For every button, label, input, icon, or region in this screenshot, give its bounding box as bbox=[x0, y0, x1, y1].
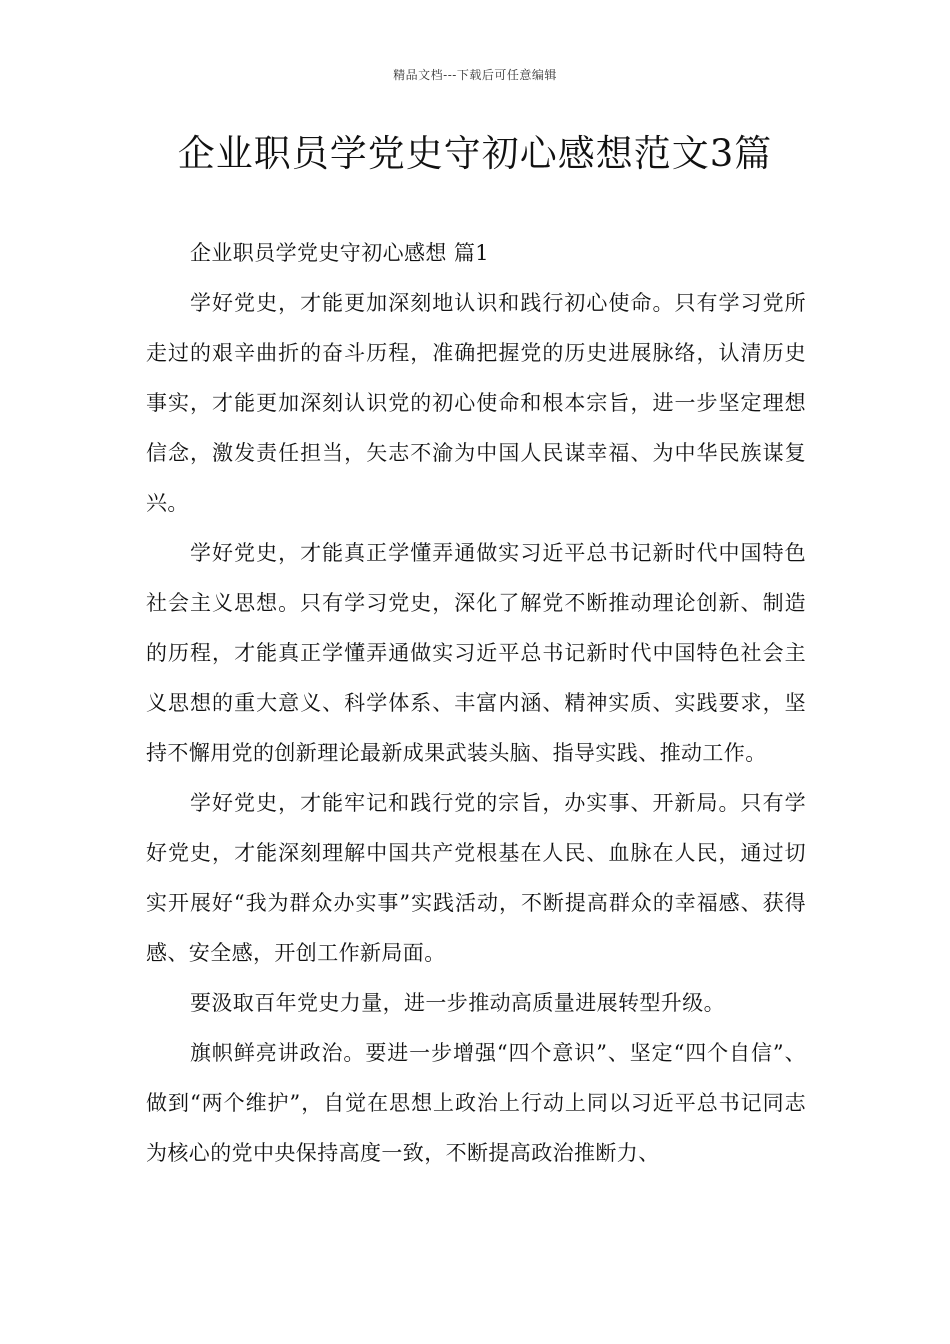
paragraph: 学好党史，才能真正学懂弄通做实习近平总书记新时代中国特色社会主义思想。只有学习党史，深化了解党不断推动理论创新、制造的历程，才能真正学懂弄通做实习近平总书记新时代中国特色社会主义思想的重大意义、科学体系、丰富内涵、精神实质、实践要求，坚持不懈用党的创新理论最新成果武装头脑、指导实践、推动工作。 bbox=[146, 541, 806, 765]
paragraph: 要汲取百年党史力量，进一步推动高质量进展转型升级。 bbox=[190, 991, 725, 1015]
paragraph: 学好党史，才能更加深刻地认识和践行初心使命。只有学习党所走过的艰辛曲折的奋斗历程，准确把握党的历史进展脉络，认清历史事实，才能更加深刻认识党的初心使命和根本宗旨，进一步坚定理想信念，激发责任担当，矢志不渝为中国人民谋幸福、为中华民族谋复兴。 bbox=[146, 291, 806, 515]
header-note: 精品文档---下载后可任意编辑 bbox=[393, 68, 557, 82]
paragraph: 旗帜鲜亮讲政治。要进一步增强“四个意识”、坚定“四个自信”、做到“两个维护”，自觉在思想上政治上行动上同以习近平总书记同志为核心的党中央保持高度一致，不断提高政治推断力、 bbox=[146, 1041, 806, 1165]
document-title: 企业职员学党史守初心感想范文3篇 bbox=[177, 132, 773, 175]
paragraph: 学好党史，才能牢记和践行党的宗旨，办实事、开新局。只有学好党史，才能深刻理解中国共产党根基在人民、血脉在人民，通过切实开展好“我为群众办实事”实践活动，不断提高群众的幸福感、获得感、安全感，开创工作新局面。 bbox=[146, 791, 806, 965]
section-heading: 企业职员学党史守初心感想 篇1 bbox=[190, 241, 490, 265]
document-body bbox=[146, 228, 806, 1178]
